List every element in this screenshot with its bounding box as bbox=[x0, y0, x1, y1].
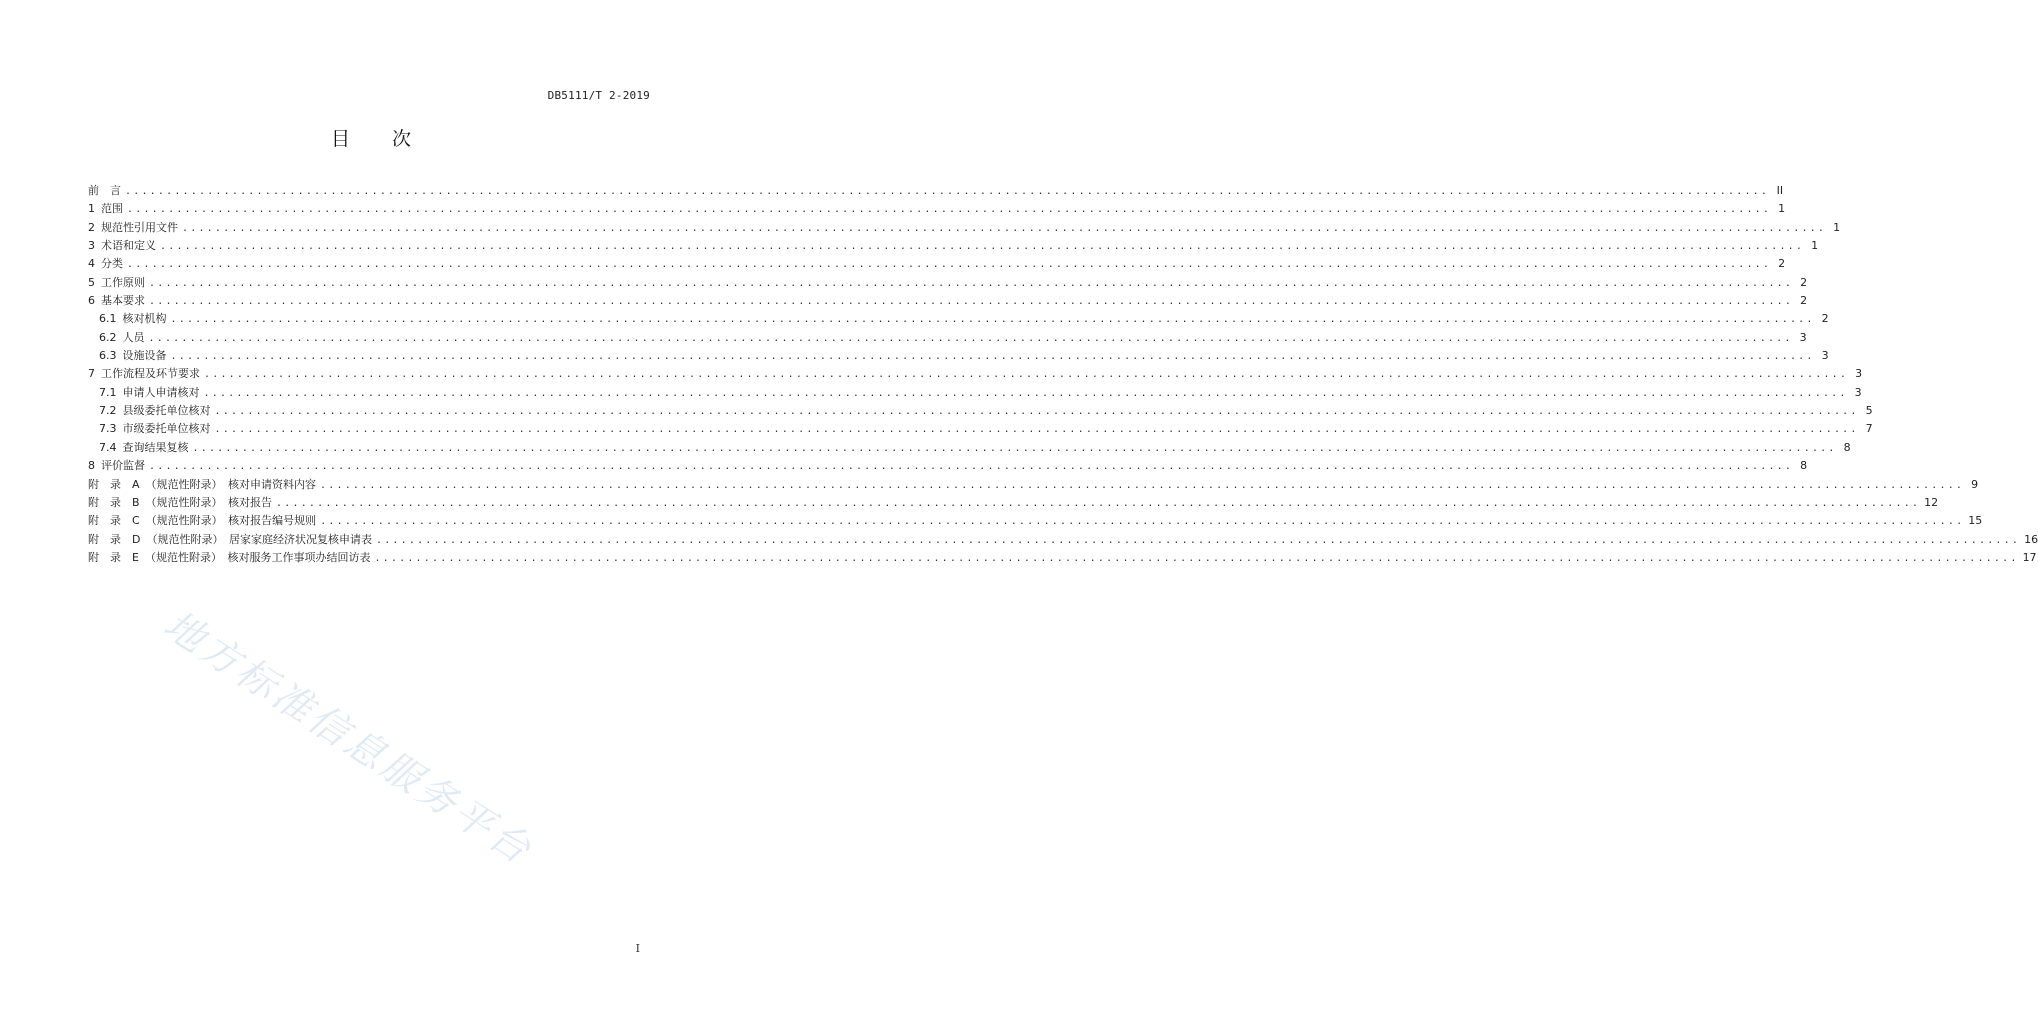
toc-entry-label: 县级委托单位核对 bbox=[122, 404, 211, 418]
toc-entry-page: 1 bbox=[1811, 239, 1819, 253]
toc-entry[interactable] bbox=[88, 255, 1786, 273]
toc-entry-page: 8 bbox=[1843, 440, 1851, 454]
toc-entry-page: 2 bbox=[1800, 294, 1808, 308]
toc-entry[interactable] bbox=[88, 200, 1786, 218]
toc-entry[interactable] bbox=[88, 292, 1808, 310]
toc-entry-label: 市级委托单位核对 bbox=[122, 422, 211, 436]
toc-entry-label: 评价监督 bbox=[101, 459, 145, 473]
toc-entry-number: 7 bbox=[88, 367, 95, 381]
watermark: 地方标准信息服务平台 bbox=[155, 602, 541, 875]
toc-leader-dots: ........................................................................................................................................................................................................ bbox=[214, 424, 1859, 436]
toc-entry-number: 6.1 bbox=[99, 312, 117, 326]
toc-entry-page: 5 bbox=[1865, 404, 1873, 418]
toc-leader-dots: ........................................................................................................................................................................................................ bbox=[320, 516, 1965, 528]
toc-leader-dots: ........................................................................................................................................................................................................ bbox=[320, 479, 1965, 491]
toc-leader-dots: ........................................................................................................................................................................................................ bbox=[375, 534, 2021, 546]
toc-entry-label: 申请人申请核对 bbox=[122, 385, 200, 399]
toc-entry[interactable] bbox=[88, 457, 1808, 475]
toc-entry[interactable] bbox=[88, 329, 1807, 347]
toc-entry-page: 2 bbox=[1821, 312, 1829, 326]
toc-entry[interactable] bbox=[88, 237, 1819, 255]
toc-entry-number: 1 bbox=[88, 202, 95, 216]
toc-entry-number: 4 bbox=[88, 257, 95, 271]
toc-leader-dots: ........................................................................................................................................................................................................ bbox=[125, 186, 1770, 197]
toc-entry-label: （规范性附录） 核对报告编号规则 bbox=[145, 514, 317, 528]
toc-entry[interactable] bbox=[88, 219, 1841, 237]
toc-entry-page: 3 bbox=[1799, 330, 1807, 344]
toc-entry-number: 附 录 D bbox=[88, 532, 141, 546]
toc-entry-label: 查询结果复核 bbox=[122, 440, 189, 454]
toc-entry[interactable] bbox=[88, 365, 1863, 383]
toc-leader-dots: ........................................................................................................................................................................................................ bbox=[149, 461, 1794, 473]
toc-entry-label: 人员 bbox=[122, 330, 145, 344]
table-of-contents bbox=[88, 182, 2038, 567]
toc-entry-label: 范围 bbox=[101, 202, 123, 216]
toc-entry-number: 附 录 B bbox=[88, 495, 140, 509]
toc-entry-number: 附 录 A bbox=[88, 477, 140, 491]
toc-entry-page: 2 bbox=[1778, 257, 1786, 271]
toc-entry-label: 核对机构 bbox=[122, 312, 167, 326]
toc-entry-number: 7.3 bbox=[99, 422, 117, 436]
toc-entry-page: 7 bbox=[1865, 422, 1873, 436]
toc-leader-dots: ........................................................................................................................................................................................................ bbox=[170, 314, 1815, 326]
toc-leader-dots: ........................................................................................................................................................................................................ bbox=[127, 259, 1772, 271]
toc-entry-page: 3 bbox=[1854, 385, 1862, 399]
toc-entry-number: 附 录 C bbox=[88, 514, 140, 528]
toc-entry-label: 设施设备 bbox=[122, 349, 167, 363]
toc-leader-dots: ........................................................................................................................................................................................................ bbox=[149, 277, 1794, 289]
toc-entry[interactable] bbox=[88, 494, 1939, 512]
toc-leader-dots: ........................................................................................................................................................................................................ bbox=[214, 406, 1859, 418]
toc-entry-number: 6.3 bbox=[99, 349, 117, 363]
toc-entry-page: 1 bbox=[1833, 220, 1841, 234]
toc-leader-dots: ........................................................................................................................................................................................................ bbox=[160, 241, 1805, 253]
toc-entry-number: 7.2 bbox=[99, 404, 117, 418]
toc-title: 目 次 bbox=[330, 128, 430, 150]
toc-entry-label: 术语和定义 bbox=[101, 239, 156, 253]
toc-entry-page: 2 bbox=[1800, 275, 1808, 289]
toc-entry-page: 3 bbox=[1855, 367, 1863, 381]
toc-entry-page: 3 bbox=[1821, 349, 1829, 363]
toc-entry-number: 7.4 bbox=[99, 440, 117, 454]
toc-entry-label: （规范性附录） 居家家庭经济状况复核申请表 bbox=[146, 532, 372, 546]
toc-entry-label: 工作原则 bbox=[101, 275, 145, 289]
toc-leader-dots: ........................................................................................................................................................................................................ bbox=[204, 369, 1849, 381]
toc-entry-label: （规范性附录） 核对申请资料内容 bbox=[145, 477, 317, 491]
toc-entry-number: 附 录 E bbox=[88, 550, 139, 564]
toc-entry-label: （规范性附录） 核对报告 bbox=[145, 495, 273, 509]
page-number: I bbox=[635, 942, 640, 955]
toc-entry-number: 7.1 bbox=[99, 385, 117, 399]
toc-entry[interactable] bbox=[88, 274, 1808, 292]
toc-entry-label: 分类 bbox=[101, 257, 123, 271]
toc-entry-number: 3 bbox=[88, 239, 95, 253]
toc-leader-dots: ........................................................................................................................................................................................................ bbox=[374, 552, 2019, 564]
toc-entry[interactable] bbox=[88, 549, 2037, 567]
toc-entry-number: 5 bbox=[88, 275, 95, 289]
toc-entry[interactable] bbox=[88, 531, 2038, 549]
toc-entry-number: 8 bbox=[88, 459, 95, 473]
toc-entry-label: 规范性引用文件 bbox=[101, 220, 178, 234]
toc-entry-page: 17 bbox=[2022, 550, 2037, 564]
toc-entry-number: 6 bbox=[88, 294, 95, 308]
toc-entry-page: II bbox=[1776, 184, 1784, 197]
toc-entry[interactable] bbox=[88, 402, 1873, 420]
toc-entry-number: 2 bbox=[88, 220, 95, 234]
toc-entry-label: 前 言 bbox=[88, 184, 121, 197]
toc-entry-page: 8 bbox=[1800, 459, 1808, 473]
toc-entry-page: 1 bbox=[1778, 202, 1786, 216]
toc-entry-page: 9 bbox=[1971, 477, 1979, 491]
toc-entry[interactable] bbox=[88, 476, 1979, 494]
toc-entry[interactable] bbox=[88, 182, 1784, 200]
document-code: DB5111/T 2-2019 bbox=[547, 89, 650, 102]
toc-entry[interactable] bbox=[88, 420, 1873, 438]
toc-entry[interactable] bbox=[88, 512, 1983, 530]
toc-leader-dots: ........................................................................................................................................................................................................ bbox=[182, 222, 1827, 234]
toc-entry-page: 16 bbox=[2024, 532, 2038, 546]
toc-leader-dots: ........................................................................................................................................................................................................ bbox=[149, 296, 1794, 308]
toc-leader-dots: ........................................................................................................................................................................................................ bbox=[127, 204, 1772, 216]
toc-leader-dots: ........................................................................................................................................................................................................ bbox=[192, 442, 1837, 454]
toc-entry-number: 6.2 bbox=[99, 330, 117, 344]
toc-entry[interactable] bbox=[88, 347, 1829, 365]
toc-entry[interactable] bbox=[88, 384, 1862, 402]
toc-entry-label: 基本要求 bbox=[101, 294, 145, 308]
toc-entry[interactable] bbox=[88, 439, 1851, 457]
toc-entry-label: 工作流程及环节要求 bbox=[101, 367, 200, 381]
toc-entry-page: 15 bbox=[1968, 514, 1983, 528]
toc-entry-label: （规范性附录） 核对服务工作事项办结回访表 bbox=[144, 550, 371, 564]
toc-entry-page: 12 bbox=[1924, 495, 1939, 509]
toc-leader-dots: ........................................................................................................................................................................................................ bbox=[276, 497, 1921, 509]
toc-entry[interactable] bbox=[88, 310, 1829, 328]
toc-leader-dots: ........................................................................................................................................................................................................ bbox=[203, 387, 1848, 399]
toc-leader-dots: ........................................................................................................................................................................................................ bbox=[170, 351, 1815, 363]
toc-leader-dots: ........................................................................................................................................................................................................ bbox=[148, 332, 1793, 344]
